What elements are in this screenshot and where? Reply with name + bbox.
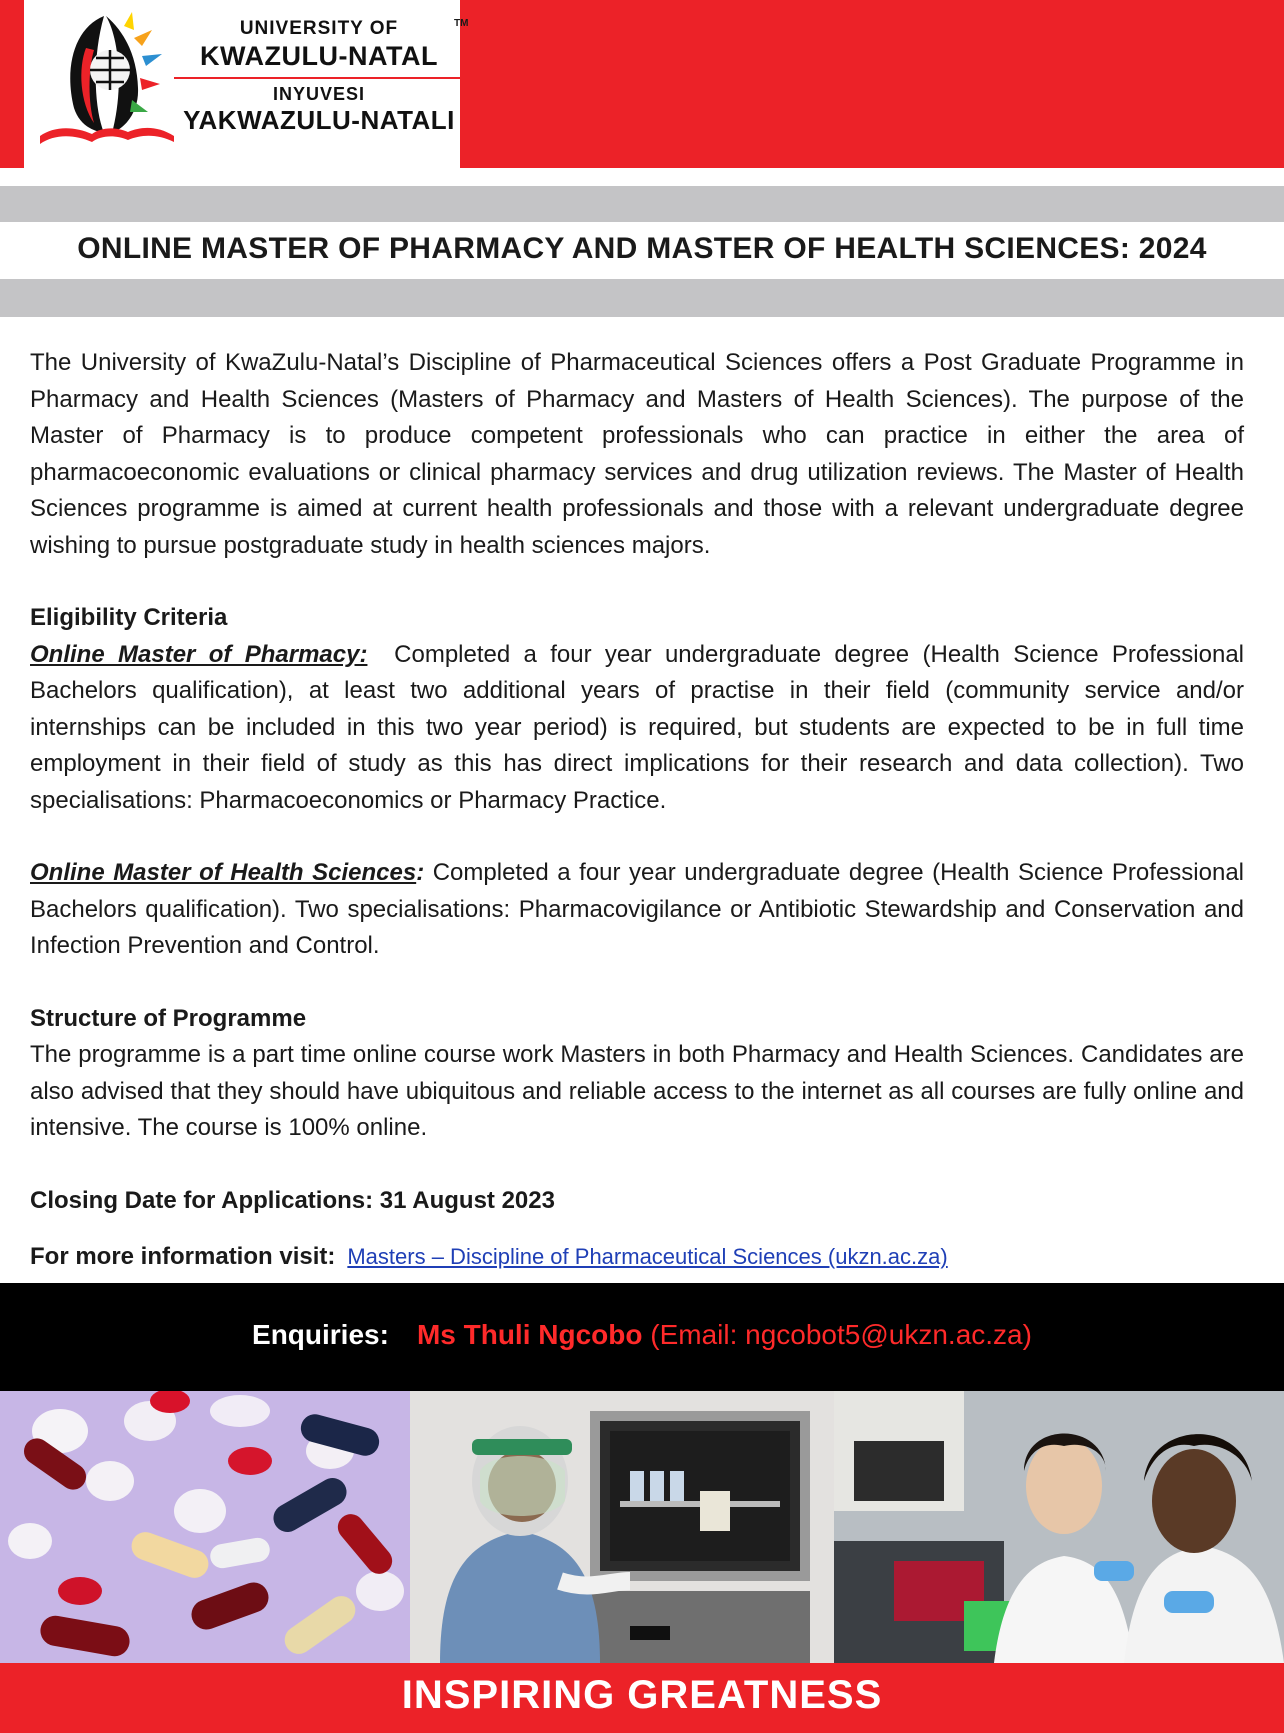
footer-tagline: INSPIRING GREATNESS [0, 1663, 1284, 1733]
health-label-colon: : [416, 859, 425, 886]
health-label: Online Master of Health Sciences [30, 859, 417, 886]
structure-heading: Structure of Programme [30, 1004, 307, 1032]
ukzn-crest-icon [34, 8, 184, 156]
pharmacy-text: Completed a four year undergraduate degree (Health Science Professional Bachelors qualification), at least two additional years of practise in their field (community service and/or internships can be included in this two year period) is required, but students are expected to be in full time employment in their field of study as this has direct implications for their research and data collection). Two specialisations: Pharmacoeconomics or Pharmacy Practice. [30, 640, 1244, 814]
pharmacy-criteria [30, 637, 1244, 820]
health-text: Completed a four year undergraduate degree (Health Science Professional Bachelors qualification). Two specialisations: Pharmacovigilance or Antibiotic Stewardship and Conservation and Infection Prevention and Control. [30, 859, 1244, 959]
ukzn-logo[interactable] [24, 0, 469, 168]
title-band-bottom [0, 279, 1284, 317]
enquiries-email[interactable]: (Email: ngcobot5@ukzn.ac.za) [650, 1319, 1032, 1350]
photo-strip [0, 1391, 1284, 1663]
intro-paragraph: The University of KwaZulu-Natal’s Discipline of Pharmaceutical Sciences offers a Post Graduate Programme in Pharmacy and Health Sciences (Masters of Pharmacy and Masters of Health Sciences). The purpose of the Master of Pharmacy is to produce competent professionals who can practice in either the area of pharmacoeconomic evaluations or clinical pharmacy services and drug utilization reviews. The Master of Health Sciences programme is aimed at current health professionals and those with a relevant undergraduate degree wishing to pursue postgraduate study in health sciences majors. [30, 349, 1244, 559]
enquiries-contact-name: Ms Thuli Ngcobo [416, 1319, 643, 1350]
structure-paragraph: The programme is a part time online course work Masters in both Pharmacy and Health Sciences. Candidates are also advised that they should have ubiquitous and reliable access to the internet as all courses are fully online and intensive. The course is 100% online. [30, 1041, 1244, 1141]
title-band-top [0, 186, 1284, 222]
pills-photo [0, 1391, 410, 1663]
more-info-label: For more information visit: [30, 1243, 336, 1270]
pharmacy-label: Online Master of Pharmacy: [30, 640, 368, 668]
lab-scientists-photo [834, 1391, 1284, 1663]
logo-line-yakwazulu-natali: YAKWAZULU-NATALI [183, 105, 455, 135]
page-title: ONLINE MASTER OF PHARMACY AND MASTER OF HEALTH SCIENCES: 2024 [77, 232, 1207, 265]
closing-date: Closing Date for Applications: 31 August 2023 [30, 1186, 555, 1214]
more-info-line [30, 1239, 1244, 1276]
lab-incubator-photo [410, 1391, 834, 1663]
enquiries-band [0, 1283, 1284, 1391]
header-band [0, 0, 1284, 168]
main-content [30, 345, 1244, 1276]
trademark-mark: TM [454, 18, 469, 29]
logo-line-university-of: UNIVERSITY OF [239, 18, 399, 39]
logo-wordmark [174, 18, 464, 136]
enquiries-label: Enquiries: [252, 1319, 389, 1350]
eligibility-heading: Eligibility Criteria [30, 604, 228, 631]
logo-line-inyuvesi: INYUVESI [272, 84, 366, 104]
health-criteria [30, 855, 1244, 965]
masters-info-link[interactable]: Masters – Discipline of Pharmaceutical Sciences (ukzn.ac.za) [347, 1244, 948, 1269]
logo-line-kwazulu-natal: KWAZULU-NATAL [200, 41, 438, 71]
logo-divider [174, 77, 464, 79]
